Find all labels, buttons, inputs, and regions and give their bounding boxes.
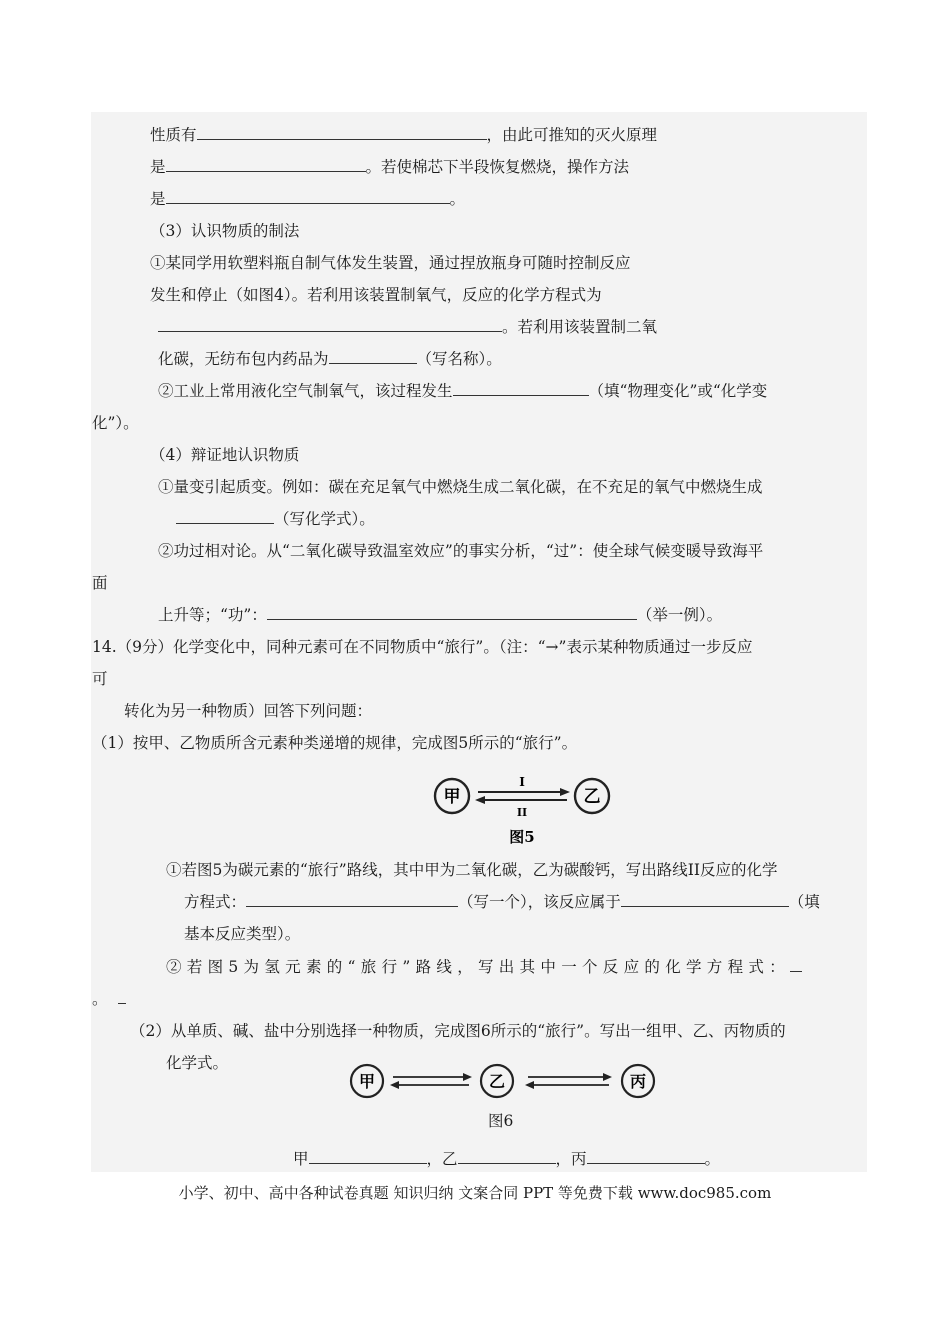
node-label-yi: 乙 (488, 1072, 506, 1091)
text: 。 (92, 990, 108, 1008)
node-label-yi: 乙 (583, 787, 601, 807)
node-label-jia: 甲 (358, 1072, 376, 1091)
answer-blank[interactable] (458, 1149, 556, 1164)
text: （写化学式）。 (274, 510, 375, 528)
text: 方程式： (184, 893, 247, 911)
text: （举一例）。 (636, 606, 723, 624)
text: （写一个），该反应属于 (458, 893, 621, 911)
answer-blank[interactable] (267, 605, 637, 620)
text: ②若图5为氢元素的“旅行”路线，写出其中一个反应的化学方程式： (166, 958, 791, 976)
answer-blank[interactable] (309, 1149, 427, 1164)
text: 性质有 (150, 126, 197, 144)
answer-blank[interactable] (166, 157, 366, 172)
text-line: ①若图5为碳元素的“旅行”路线，其中甲为二氧化碳，乙为碳酸钙，写出路线II反应的化学 (166, 861, 778, 879)
text-line (176, 509, 375, 529)
answer-blank[interactable] (176, 509, 274, 524)
text-line (150, 189, 465, 209)
answer-blank[interactable] (329, 349, 417, 364)
route-label-i: I (519, 775, 525, 789)
text: 。 (704, 1150, 721, 1168)
figure-6 (345, 1060, 665, 1102)
text: （填“物理变化”或“化学变 (588, 382, 768, 400)
answer-blank[interactable] (197, 125, 487, 140)
arrowhead (475, 796, 485, 804)
answer-blank[interactable] (118, 989, 126, 1004)
text-line: 化”）。 (92, 414, 139, 432)
text-line (158, 605, 722, 625)
text-line: 基本反应类型）。 (184, 925, 301, 943)
arrowhead (390, 1081, 399, 1089)
text: 甲 (293, 1150, 309, 1168)
figure-6-diagram (345, 1060, 665, 1102)
text-line (158, 381, 767, 401)
text-line (158, 317, 657, 337)
text: 。若利用该装置制二氧 (502, 318, 658, 336)
text: （写名称）。 (416, 350, 502, 368)
text-line: 化学式。 (166, 1054, 229, 1072)
text-line (150, 125, 657, 145)
answer-blank[interactable] (246, 892, 458, 907)
answer-blank[interactable] (158, 317, 502, 332)
text-line: 面 (92, 574, 108, 592)
text-line (92, 989, 126, 1009)
figure-5-diagram (420, 764, 630, 852)
text: ，丙 (555, 1150, 587, 1168)
text-line: （1）按甲、乙物质所含元素种类递增的规律，完成图5所示的“旅行”。 (92, 734, 578, 752)
text-line: 发生和停止（如图4）。若利用该装置制氧气，反应的化学方程式为 (150, 286, 602, 304)
figure-caption: 图5 (509, 828, 535, 846)
route-label-ii: II (516, 806, 528, 819)
arrowhead (525, 1081, 534, 1089)
text-line (150, 157, 629, 177)
text: ，乙 (426, 1150, 458, 1168)
answer-blank[interactable] (453, 381, 589, 396)
text: 。 (449, 190, 466, 208)
text: 化碳，无纺布包内药品为 (158, 350, 329, 368)
answer-blank[interactable] (790, 957, 802, 972)
arrowhead (560, 788, 570, 796)
answer-blank[interactable] (621, 892, 789, 907)
text-line: ①某同学用软塑料瓶自制气体发生装置，通过捏放瓶身可随时控制反应 (150, 254, 631, 272)
arrowhead (603, 1073, 612, 1081)
text: 是 (150, 190, 166, 208)
figure-5 (420, 764, 630, 852)
answer-blank[interactable] (587, 1149, 705, 1164)
text-line: ②功过相对论。从“二氧化碳导致温室效应”的事实分析，“过”：使全球气候变暖导致海平 (158, 542, 764, 560)
figure-caption: 图6 (488, 1112, 514, 1130)
text-line: （2）从单质、碱、盐中分别选择一种物质，完成图6所示的“旅行”。写出一组甲、乙、丙物质的 (130, 1022, 786, 1040)
section-heading: （3）认识物质的制法 (150, 222, 300, 240)
text-line: ①量变引起质变。例如：碳在充足氧气中燃烧生成二氧化碳，在不充足的氧气中燃烧生成 (158, 478, 763, 496)
text: 。若使棉芯下半段恢复燃烧，操作方法 (365, 158, 630, 176)
text: （填 (788, 893, 820, 911)
text: 是 (150, 158, 166, 176)
question-text: 14.（9分）化学变化中，同种元素可在不同物质中“旅行”。（注：“→”表示某种物质通过一步反应 (92, 638, 753, 656)
text: ②工业上常用液化空气制氧气，该过程发生 (158, 382, 453, 400)
arrowhead (463, 1073, 472, 1081)
text: ，由此可推知的灭火原理 (486, 126, 658, 144)
answer-line (293, 1149, 720, 1169)
node-label-jia: 甲 (443, 787, 461, 807)
text: 上升等；“功”： (158, 606, 267, 624)
text-line (166, 957, 802, 977)
section-heading: （4）辩证地认识物质 (150, 446, 300, 464)
answer-blank[interactable] (166, 189, 450, 204)
text-line: 转化为另一种物质）回答下列问题： (124, 702, 373, 720)
text-line (158, 349, 502, 369)
text-line (184, 892, 820, 912)
node-label-bing: 丙 (629, 1072, 647, 1091)
text-line: 可 (92, 670, 108, 688)
page-footer: 小学、初中、高中各种试卷真题 知识归纳 文案合同 PPT 等免费下载 www.doc985.com (178, 1184, 772, 1202)
